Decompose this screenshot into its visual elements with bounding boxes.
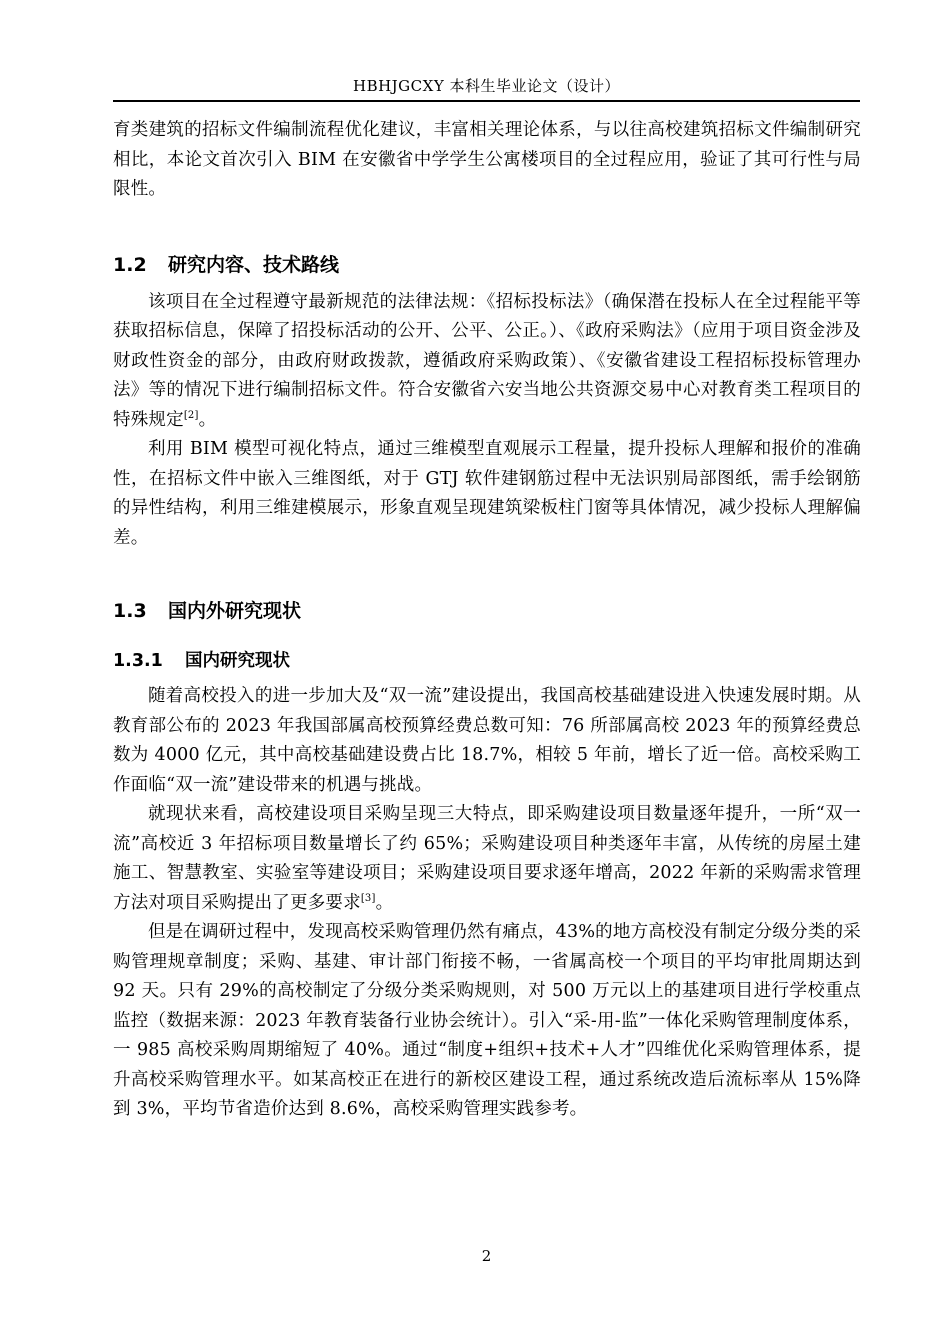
paragraph-text: 就现状来看，高校建设项目采购呈现三大特点，即采购建设项目数量逐年提升，一所“双一流”高校近 3 年招标项目数量增长了约 65%；采购建设项目种类逐年丰富，从传统的房屋土建施工、智慧教室、实验室等建设项目；采购建设项目要求逐年增高，2022 年新的采购需求管理方法对项目采购提出了更多要求 bbox=[113, 804, 861, 913]
section-number: 1.3 bbox=[113, 600, 147, 622]
paragraph-continued: 育类建筑的招标文件编制流程优化建议，丰富相关理论体系，与以往高校建筑招标文件编制研究相比，本论文首次引入 BIM 在安徽省中学学生公寓楼项目的全过程应用，验证了其可行性与局限性。 bbox=[113, 120, 861, 199]
subsection-number: 1.3.1 bbox=[113, 651, 163, 671]
section-title: 研究内容、技术路线 bbox=[168, 253, 340, 276]
paragraph-laws bbox=[113, 288, 861, 436]
paragraph-end: 。 bbox=[375, 892, 394, 913]
page-header: HBHJGCXY 本科生毕业论文（设计） bbox=[352, 77, 620, 95]
citation-ref: [2] bbox=[183, 409, 199, 421]
subsection-heading-1-3-1 bbox=[113, 647, 861, 675]
paragraph-growth: 随着高校投入的进一步加大及“双一流”建设提出，我国高校基础建设进入快速发展时期。从教育部公布的 2023 年我国部属高校预算经费总数可知：76 所部属高校 2023 年的预算经费总数为 4000 亿元，其中高校基础建设费占比 18.7%，相较 5 年前，增长了近一倍。高校采购工作面临“双一流”建设带来的机遇与挑战。 bbox=[113, 686, 861, 795]
header-rule bbox=[113, 100, 860, 102]
section-heading-1-3 bbox=[113, 597, 861, 625]
section-title: 国内外研究现状 bbox=[168, 600, 302, 622]
paragraph-features bbox=[113, 800, 861, 918]
citation-ref: [3] bbox=[360, 892, 376, 904]
body-content bbox=[113, 116, 861, 1125]
section-number: 1.2 bbox=[113, 253, 147, 276]
paragraph-end: 。 bbox=[198, 409, 217, 430]
page-number: 2 bbox=[481, 1247, 492, 1265]
section-heading-1-2 bbox=[113, 251, 861, 279]
paragraph-bim: 利用 BIM 模型可视化特点，通过三维模型直观展示工程量，提升投标人理解和报价的准确性，在招标文件中嵌入三维图纸，对于 GTJ 软件建钢筋过程中无法识别局部图纸，需手绘钢筋的异性结构，利用三维建模展示，形象直观呈现建筑梁板柱门窗等具体情况，减少投标人理解偏差。 bbox=[113, 439, 861, 548]
paragraph-pain-points: 但是在调研过程中，发现高校采购管理仍然有痛点，43%的地方高校没有制定分级分类的采购管理规章制度；采购、基建、审计部门衔接不畅，一省属高校一个项目的平均审批周期达到 92 天。只有 29%的高校制定了分级分类采购规则，对 500 万元以上的基建项目进行学校重点监控（数据来源：2023 年教育装备行业协会统计）。引入“采-用-监”一体化采购管理制度体系，一 985 高校采购周期缩短了 40%。通过“制度+组织+技术+人才”四维优化采购管理体系，提升高校采购管理水平。如某高校正在进行的新校区建设工程，通过系统改造后流标率从 15%降到 3%，平均节省造价达到 8.6%，高校采购管理实践参考。 bbox=[113, 922, 861, 1119]
subsection-title: 国内研究现状 bbox=[185, 651, 290, 671]
paragraph-text: 该项目在全过程遵守最新规范的法律法规：《招标投标法》（确保潜在投标人在全过程能平等获取招标信息，保障了招投标活动的公开、公平、公正。）、《政府采购法》（应用于项目资金涉及财政性资金的部分，由政府财政拨款，遵循政府采购政策）、《安徽省建设工程招标投标管理办法》等的情况下进行编制招标文件。符合安徽省六安当地公共资源交易中心对教育类工程项目的特殊规定 bbox=[113, 291, 861, 430]
